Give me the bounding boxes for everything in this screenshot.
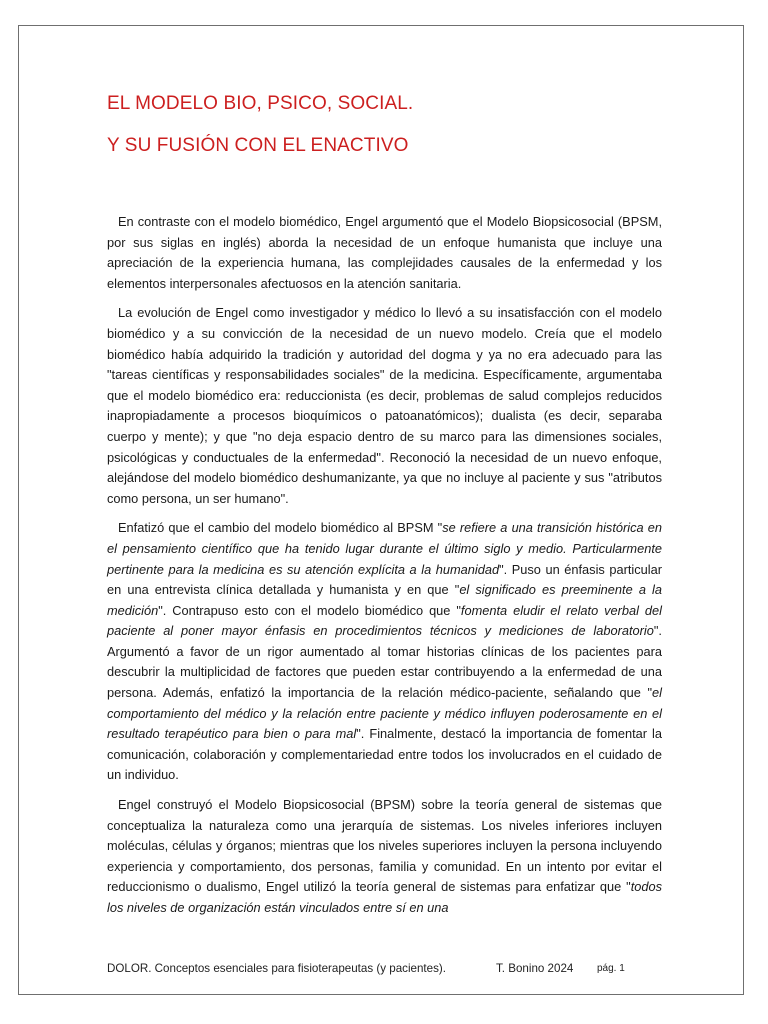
title-line-2: Y SU FUSIÓN CON EL ENACTIVO <box>107 135 409 156</box>
text-run: La evolución de Engel como investigador y médico lo llevó a su insatisfacción con el modelo biomédico y a su convicción de la necesidad de un nuevo modelo. Creía que el modelo biomédico había adquirido la tradición y autoridad del dogma y ya no era adecuado para las "tareas científicas y responsabilidades sociales" de la medicina. Específicamente, argumentaba que el modelo biomédico era: reduccionista (es decir, problemas de salud complejos reducidos inapropiadamente a procesos bioquímicos o patoanatómicos); dualista (es decir, separaba cuerpo y mente); y que "no deja espacio dentro de su marco para las dimensiones sociales, psicológicas y conductuales de la enfermedad". Reconoció la necesidad de un nuevo enfoque, alejándose del modelo biomédico deshumanizante, ya que no incluye al paciente y sus "atributos como persona, un ser humano". <box>107 305 662 506</box>
paragraph-4 <box>107 795 662 919</box>
body-text <box>107 212 662 928</box>
text-run: En contraste con el modelo biomédico, Engel argumentó que el Modelo Biopsicosocial (BPSM, por sus siglas en inglés) aborda la necesidad de un enfoque humanista que incluye una apreciación de la experiencia humana, las complejidades causales de la enfermedad y los elementos interpersonales afectuosos en la atención sanitaria. <box>107 214 662 291</box>
quote-italic: fomenta eludir el relato verbal del paciente al poner mayor énfasis en procedimientos técnicos y mediciones de laboratorio <box>107 602 662 639</box>
text-run: ". Argumentó a favor de un rigor aumentado al tomar historias clínicas de los pacientes para descubrir la multiplicidad de factores que pueden estar contribuyendo a la enfermedad de una persona. Además, enfatizó la importancia de la relación médico-paciente, señalando que " <box>107 623 662 701</box>
title-line-1: EL MODELO BIO, PSICO, SOCIAL. <box>107 93 414 114</box>
paragraph-1 <box>107 212 662 294</box>
text-run: ". Puso un énfasis particular en una entrevista clínica detallada y humanista y en que " <box>107 561 662 598</box>
text-run: Engel construyó el Modelo Biopsicosocial (BPSM) sobre la teoría general de sistemas que conceptualiza la naturaleza como una jerarquía de sistemas. Los niveles inferiores incluyen moléculas, células y órganos; mientras que los niveles superiores incluyen la persona incluyendo experiencia y comportamiento, dos personas, familia y comunidad. En un intento por evitar el reduccionismo o dualismo, Engel utilizó la teoría general de sistemas para enfatizar que " <box>107 797 662 895</box>
footer-author: T. Bonino 2024 <box>496 962 574 975</box>
footer-page-number: pág. 1 <box>597 963 625 974</box>
quote-italic: el significado es preeminente a la medición <box>107 582 662 618</box>
quote-italic: el comportamiento del médico y la relación entre paciente y médico influyen poderosamente en el resultado terapéutico para bien o para mal <box>107 685 662 742</box>
footer-document-title: DOLOR. Conceptos esenciales para fisioterapeutas (y pacientes). <box>107 962 446 975</box>
paragraph-2 <box>107 303 662 509</box>
text-run: Enfatizó que el cambio del modelo biomédico al BPSM " <box>118 520 443 536</box>
quote-italic: todos los niveles de organización están vinculados entre sí en una <box>107 879 662 915</box>
document-title <box>107 90 667 174</box>
quote-italic: se refiere a una transición histórica en el pensamiento científico que ha tenido lugar durante el último siglo y medio. Particularmente pertinente para la medicina es su atención explícita a la humanidad <box>107 520 662 577</box>
paragraph-3 <box>107 518 662 786</box>
text-run: ". Contrapuso esto con el modelo biomédico que " <box>158 602 461 618</box>
text-run: ". Finalmente, destacó la importancia de fomentar la comunicación, colaboración y complementariedad entre todos los involucrados en el cuidado de un individuo. <box>107 726 663 783</box>
